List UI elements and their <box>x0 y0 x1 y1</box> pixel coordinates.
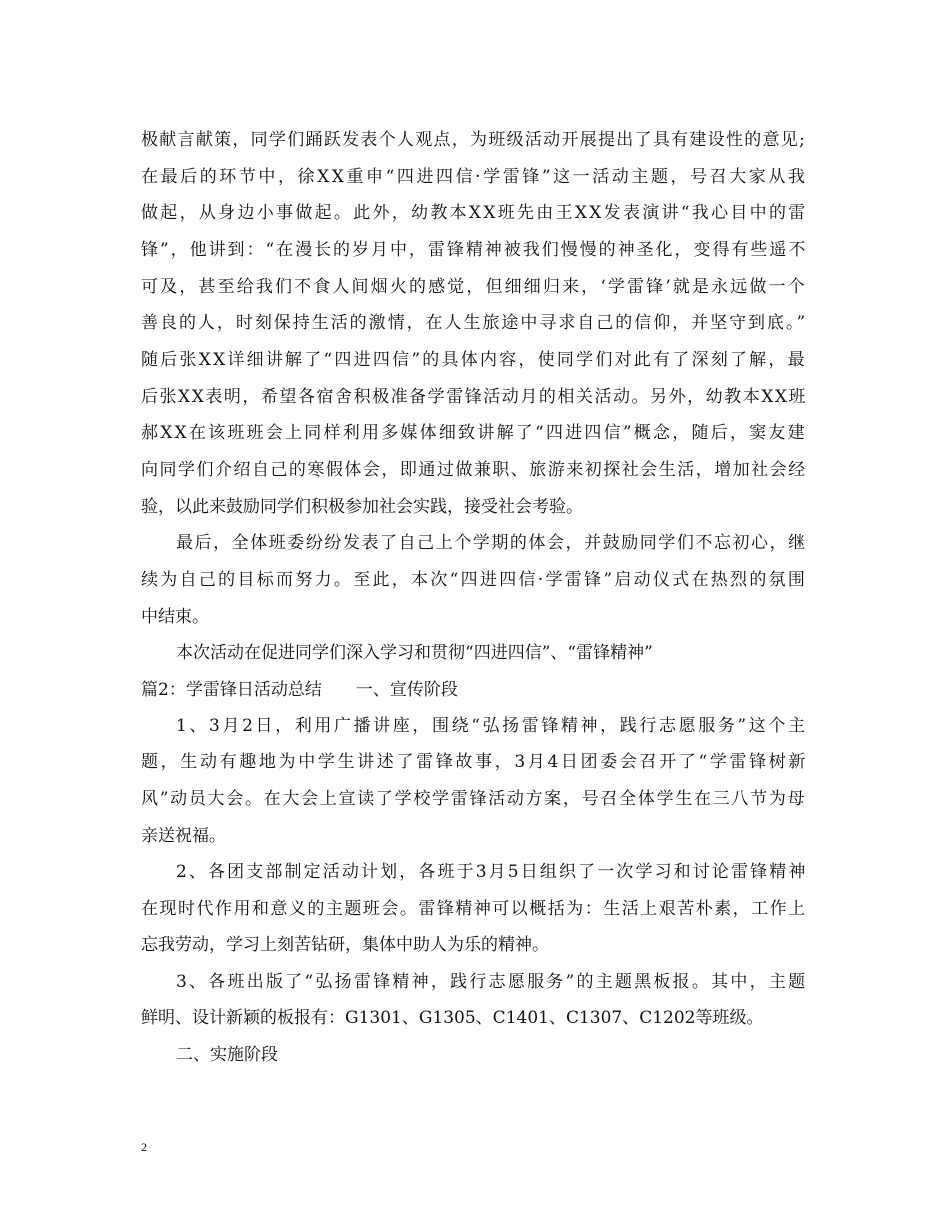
page-number: 2 <box>141 1140 147 1154</box>
text-line: 随后张XX详细讲解了“四进四信”的具体内容，使同学们对此有了深刻了解，最 <box>141 350 807 370</box>
text-line: 2、各团支部制定活动计划，各班于3月5日组织了一次学习和讨论雷锋精神 <box>176 862 808 882</box>
text-line: 3、各班出版了“弘扬雷锋精神，践行志愿服务”的主题黑板报。其中，主题 <box>176 972 808 992</box>
text-line: 善良的人，时刻保持生活的激情，在人生旅途中寻求自己的信仰，并坚守到底。” <box>141 313 808 333</box>
text-line: 鲜明、设计新颖的板报有：G1301、G1305、C1401、C1307、C1202等班级。 <box>141 1008 764 1028</box>
text-line: 亲送祝福。 <box>141 826 226 846</box>
text-line: 在现时代作用和意义的主题班会。雷锋精神可以概括为：生活上艰苦朴素，工作上 <box>141 899 807 919</box>
text-line: 郝XX在该班班会上同样利用多媒体细致讲解了“四进四信”概念，随后，窦友建 <box>141 423 807 443</box>
text-line: 向同学们介绍自己的寒假体会，即通过做兼职、旅游来初探社会生活，增加社会经 <box>141 460 807 480</box>
text-line: 中结束。 <box>141 607 209 627</box>
text-line: 续为自己的目标而努力。至此，本次“四进四信·学雷锋”启动仪式在热烈的氛围 <box>141 570 808 590</box>
text-line: 锋”，他讲到：“在漫长的岁月中，雷锋精神被我们慢慢的神圣化，变得有些遥不 <box>141 240 808 260</box>
text-line: 风”动员大会。在大会上宣读了学校学雷锋活动方案，号召全体学生在三八节为母 <box>141 789 807 809</box>
text-line: 本次活动在促进同学们深入学习和贯彻“四进四信”、“雷锋精神” <box>176 643 653 663</box>
text-line: 忘我劳动，学习上刻苦钻研，集体中助人为乐的精神。 <box>141 935 549 955</box>
text-line: 最后，全体班委纷纷发表了自己上个学期的体会，并鼓励同学们不忘初心，继 <box>176 533 807 553</box>
text-line: 做起，从身边小事做起。此外，幼教本XX班先由王XX发表演讲“我心目中的雷 <box>141 203 808 223</box>
text-line: 极献言献策，同学们踊跃发表个人观点，为班级活动开展提出了具有建设性的意见; <box>141 130 807 150</box>
text-line: 后张XX表明，希望各宿舍积极准备学雷锋活动月的相关活动。另外，幼教本XX班 <box>141 387 808 407</box>
text-line: 题，生动有趣地为中学生讲述了雷锋故事，3月4日团委会召开了“学雷锋树新 <box>141 752 809 772</box>
text-line: 验，以此来鼓励同学们积极参加社会实践，接受社会考验。 <box>141 497 583 517</box>
text-line: 二、实施阶段 <box>176 1045 278 1065</box>
text-line: 1、3月2日，利用广播讲座，围绕“弘扬雷锋精神，践行志愿服务”这个主 <box>176 716 808 736</box>
text-line: 篇2：学雷锋日活动总结 一、宣传阶段 <box>141 680 458 700</box>
text-line: 可及，甚至给我们不食人间烟火的感觉，但细细归来，‘学雷锋’就是永远做一个 <box>141 277 807 297</box>
text-line: 在最后的环节中，徐XX重申“四进四信·学雷锋”这一活动主题，号召大家从我 <box>141 167 808 187</box>
